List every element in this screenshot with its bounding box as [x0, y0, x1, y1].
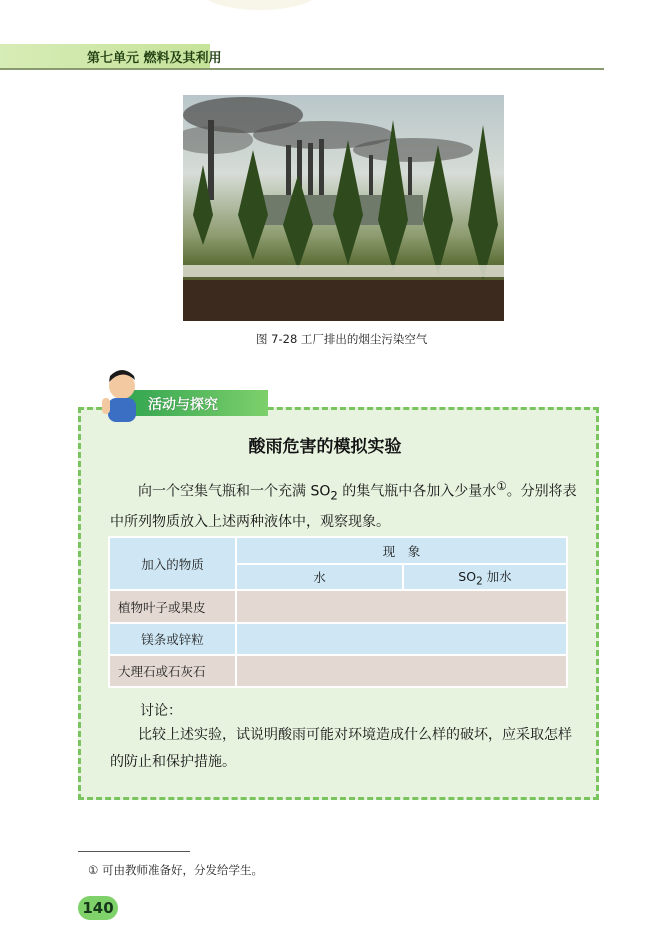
header-rule	[0, 68, 604, 70]
figure-caption: 图 7-28 工厂排出的烟尘污染空气	[256, 332, 428, 346]
table-row	[109, 655, 567, 687]
row-label: 镁条或锌粒	[109, 623, 236, 655]
footnote-rule	[78, 851, 190, 852]
intro-text-part: 。分别将表中所列物质放入上述两种液体中，观察现象。	[110, 483, 577, 531]
activity-intro	[110, 473, 580, 536]
table-row	[109, 623, 567, 655]
factory-smoke-photo	[183, 95, 504, 321]
table-row	[109, 590, 567, 623]
footnote-reference: ①	[496, 479, 507, 493]
student-mascot-icon	[90, 368, 150, 424]
row-label: 大理石或石灰石	[109, 655, 236, 687]
experiment-table	[108, 536, 568, 688]
discussion-title: 讨论：	[140, 703, 182, 719]
so2-subscript: 2	[476, 575, 483, 588]
footnote	[88, 862, 263, 878]
observation-cell	[236, 590, 567, 623]
intro-subscript: 2	[330, 488, 338, 503]
header-so2-water	[403, 564, 567, 590]
footnote-mark: ①	[88, 863, 99, 877]
observation-cell	[236, 623, 567, 655]
intro-text-part: 的集气瓶中各加入少量水	[337, 483, 497, 500]
header-water: 水	[236, 564, 403, 590]
observation-cell	[236, 655, 567, 687]
activity-badge-label: 活动与探究	[148, 397, 218, 413]
header-material: 加入的物质	[109, 537, 236, 590]
page-number: 140	[78, 896, 118, 920]
unit-title: 第七单元 燃料及其利用	[87, 51, 222, 66]
so2-suffix: 加水	[482, 568, 512, 584]
so2-prefix: SO	[458, 568, 477, 584]
decorative-arc	[200, 0, 320, 10]
row-label: 植物叶子或果皮	[109, 590, 236, 623]
header-phenomenon: 现 象	[236, 537, 567, 564]
footnote-text: 可由教师准备好，分发给学生。	[101, 863, 263, 877]
discussion-text: 比较上述实验，试说明酸雨可能对环境造成什么样的破坏，应采取怎样的防止和保护措施。	[110, 727, 572, 770]
intro-text-part: 向一个空集气瓶和一个充满 SO	[138, 483, 331, 500]
activity-title: 酸雨危害的模拟实验	[248, 437, 402, 457]
